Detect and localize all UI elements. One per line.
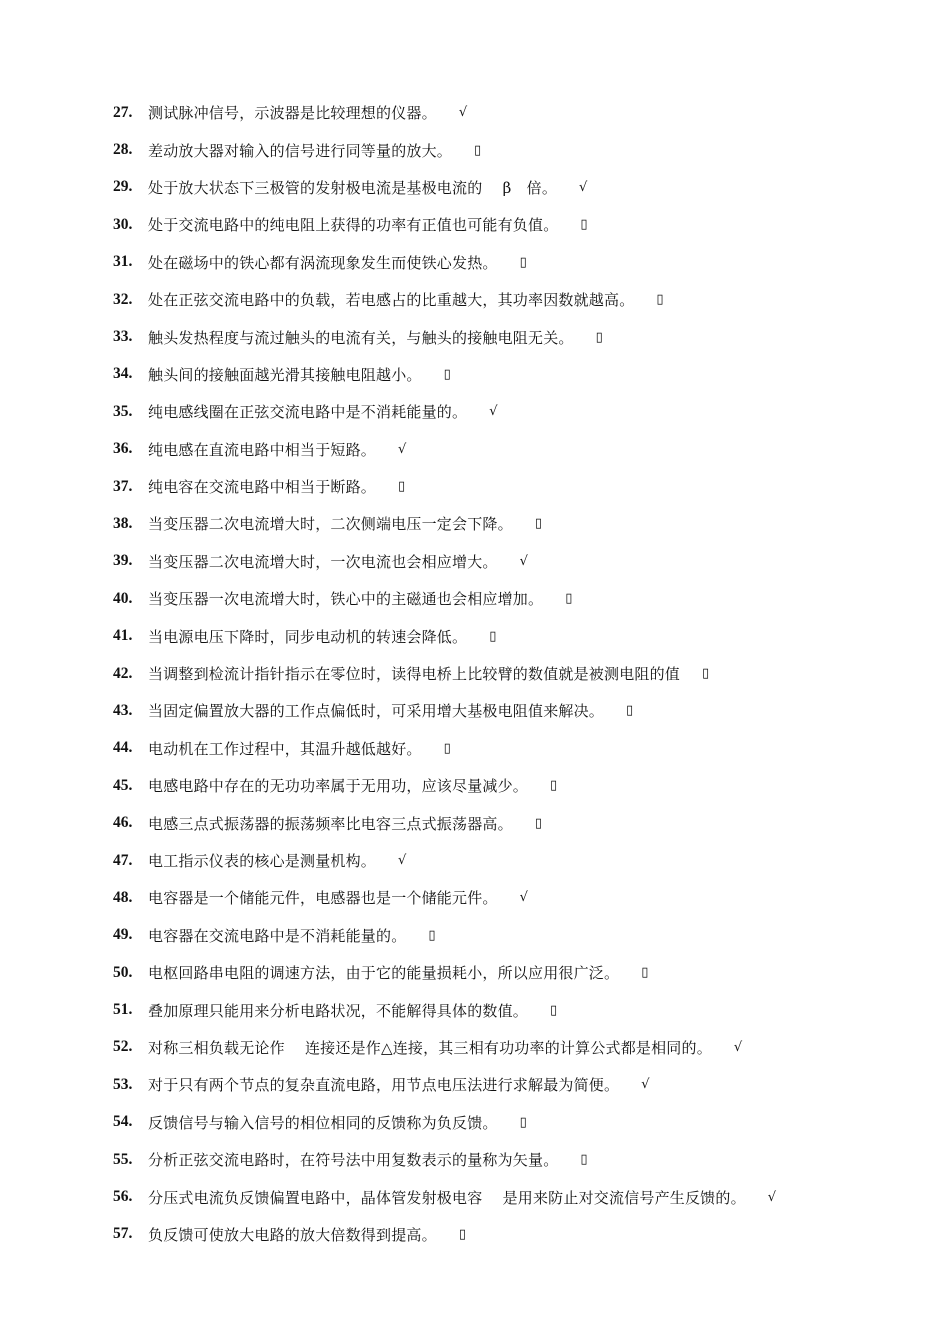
item-text: 当电源电压下降时，同步电动机的转速会降低。 <box>148 627 468 646</box>
item-text: 当变压器二次电流增大时，一次电流也会相应增大。 <box>148 552 498 571</box>
item-number: 42. <box>113 664 133 682</box>
list-item <box>113 1178 913 1215</box>
answer-mark: ▯ <box>550 1002 558 1018</box>
item-number: 51. <box>113 1001 133 1019</box>
item-text: 电感三点式振荡器的振荡频率比电容三点式振荡器高。 <box>148 814 513 833</box>
item-number: 43. <box>113 701 133 719</box>
item-number: 53. <box>113 1075 133 1093</box>
question-list <box>113 94 913 1253</box>
item-text: 电工指示仪表的核心是测量机构。 <box>148 852 377 870</box>
item-text: 当固定偏置放大器的工作点偏低时，可采用增大基极电阻值来解决。 <box>148 702 605 721</box>
list-item <box>113 431 913 468</box>
answer-mark: ▯ <box>595 329 603 345</box>
item-text: 分析正弦交流电路时，在符号法中用复数表示的量称为矢量。 <box>148 1151 559 1170</box>
item-text: 分压式电流负反馈偏置电路中，晶体管发射极电容 是用来防止对交流信号产生反馈的。 <box>148 1188 746 1207</box>
list-item <box>113 131 913 168</box>
list-item <box>113 94 913 131</box>
item-text: 处于交流电路中的纯电阻上获得的功率有正值也可能有负值。 <box>148 216 559 235</box>
answer-mark: ▯ <box>474 142 482 158</box>
item-number: 39. <box>113 552 133 570</box>
list-item <box>113 617 913 654</box>
item-text: 当调整到检流计指针指示在零位时，读得电桥上比较臂的数值就是被测电阻的值 <box>148 665 681 684</box>
answer-mark: √ <box>733 1039 743 1055</box>
item-number: 44. <box>113 739 133 757</box>
answer-mark: ▯ <box>565 591 573 607</box>
list-item <box>113 730 913 767</box>
answer-mark: ▯ <box>550 778 558 794</box>
item-number: 29. <box>113 178 133 196</box>
item-text: 当变压器二次电流增大时，二次侧端电压一定会下降。 <box>148 515 513 534</box>
answer-mark: ▯ <box>626 703 634 719</box>
item-number: 46. <box>113 814 133 832</box>
item-text: 处在磁场中的铁心都有涡流现象发生而使铁心发热。 <box>148 253 498 272</box>
answer-mark: √ <box>398 853 407 868</box>
list-item <box>113 169 913 206</box>
list-item <box>113 767 913 804</box>
answer-mark: √ <box>489 404 498 420</box>
item-number: 27. <box>113 103 133 121</box>
item-number: 36. <box>113 440 133 458</box>
item-number: 31. <box>113 253 133 271</box>
item-text: 反馈信号与输入信号的相位相同的反馈称为负反馈。 <box>148 1113 498 1132</box>
answer-mark: ▯ <box>398 479 406 495</box>
answer-mark: ▯ <box>641 965 649 981</box>
item-text: 纯电容在交流电路中相当于断路。 <box>148 478 377 497</box>
item-number: 57. <box>113 1225 133 1243</box>
item-text: 电容器在交流电路中是不消耗能量的。 <box>148 926 407 945</box>
item-text: 处在正弦交流电路中的负载，若电感占的比重越大，其功率因数就越高。 <box>148 291 635 310</box>
answer-mark: ▯ <box>656 292 664 308</box>
item-number: 37. <box>113 477 133 495</box>
list-item <box>113 543 913 580</box>
item-number: 54. <box>113 1113 133 1131</box>
answer-mark: ▯ <box>534 516 542 532</box>
item-text: 当变压器一次电流增大时，铁心中的主磁通也会相应增加。 <box>148 590 544 609</box>
item-text: 触头间的接触面越光滑其接触电阻越小。 <box>148 365 422 384</box>
answer-mark: √ <box>767 1189 777 1205</box>
item-number: 32. <box>113 290 133 308</box>
list-item <box>113 954 913 991</box>
item-number: 47. <box>113 851 133 869</box>
item-text: 电动机在工作过程中，其温升越低越好。 <box>148 739 422 758</box>
list-item <box>113 655 913 692</box>
list-item <box>113 505 913 542</box>
answer-mark: √ <box>519 890 528 906</box>
item-number: 38. <box>113 514 133 532</box>
answer-mark: ▯ <box>534 815 542 831</box>
list-item <box>113 1104 913 1141</box>
item-text: 叠加原理只能用来分析电路状况，不能解得具体的数值。 <box>148 1001 529 1020</box>
list-item <box>113 1029 913 1066</box>
item-text: 触头发热程度与流过触头的电流有关，与触头的接触电阻无关。 <box>148 328 574 347</box>
item-number: 45. <box>113 776 133 794</box>
list-item <box>113 281 913 318</box>
list-item <box>113 842 913 879</box>
answer-mark: √ <box>641 1077 650 1093</box>
item-number: 49. <box>113 926 133 944</box>
answer-mark: ▯ <box>519 1114 527 1130</box>
item-number: 33. <box>113 328 133 346</box>
item-number: 56. <box>113 1188 133 1206</box>
answer-mark: ▯ <box>702 666 710 682</box>
list-item <box>113 917 913 954</box>
item-number: 30. <box>113 215 133 233</box>
list-item <box>113 468 913 505</box>
list-item <box>113 244 913 281</box>
answer-mark: ▯ <box>580 217 588 233</box>
list-item <box>113 692 913 729</box>
item-number: 55. <box>113 1150 133 1168</box>
answer-mark: ▯ <box>443 366 451 382</box>
answer-mark: √ <box>579 179 588 195</box>
item-text: 纯电感在直流电路中相当于短路。 <box>148 440 377 459</box>
list-item <box>113 1216 913 1253</box>
list-item <box>113 393 913 430</box>
answer-mark: ▯ <box>580 1152 588 1168</box>
answer-mark: √ <box>519 553 528 569</box>
item-number: 50. <box>113 963 133 981</box>
list-item <box>113 879 913 916</box>
item-number: 28. <box>113 141 133 159</box>
list-item <box>113 206 913 243</box>
item-text: 差动放大器对输入的信号进行同等量的放大。 <box>148 141 453 160</box>
item-text: 处于放大状态下三极管的发射极电流是基极电流的 β 倍。 <box>148 178 558 197</box>
list-item <box>113 356 913 393</box>
list-item <box>113 804 913 841</box>
list-item <box>113 1141 913 1178</box>
answer-mark: ▯ <box>458 1226 466 1242</box>
answer-mark: ▯ <box>489 628 497 644</box>
list-item <box>113 318 913 355</box>
item-text: 负反馈可使放大电路的放大倍数得到提高。 <box>148 1225 437 1244</box>
item-text: 电枢回路串电阻的调速方法，由于它的能量损耗小，所以应用很广泛。 <box>148 964 620 983</box>
answer-mark: ▯ <box>519 254 527 270</box>
item-text: 纯电感线圈在正弦交流电路中是不消耗能量的。 <box>148 403 468 422</box>
item-number: 35. <box>113 402 133 420</box>
item-text: 对称三相负载无论作 连接还是作△连接，其三相有功功率的计算公式都是相同的。 <box>148 1038 712 1057</box>
answer-mark: √ <box>458 105 468 121</box>
item-text: 测试脉冲信号，示波器是比较理想的仪器。 <box>148 104 437 123</box>
item-text: 对于只有两个节点的复杂直流电路，用节点电压法进行求解最为简便。 <box>148 1076 620 1095</box>
item-number: 48. <box>113 888 133 906</box>
item-number: 41. <box>113 627 133 645</box>
list-item <box>113 580 913 617</box>
item-number: 40. <box>113 589 133 607</box>
list-item <box>113 991 913 1028</box>
list-item <box>113 1066 913 1103</box>
item-number: 34. <box>113 365 133 383</box>
answer-mark: ▯ <box>428 927 436 943</box>
answer-mark: √ <box>398 441 407 457</box>
item-text: 电容器是一个储能元件，电感器也是一个储能元件。 <box>148 889 498 908</box>
item-number: 52. <box>113 1038 133 1056</box>
answer-mark: ▯ <box>443 740 451 756</box>
item-text: 电感电路中存在的无功功率属于无用功，应该尽量减少。 <box>148 777 529 796</box>
